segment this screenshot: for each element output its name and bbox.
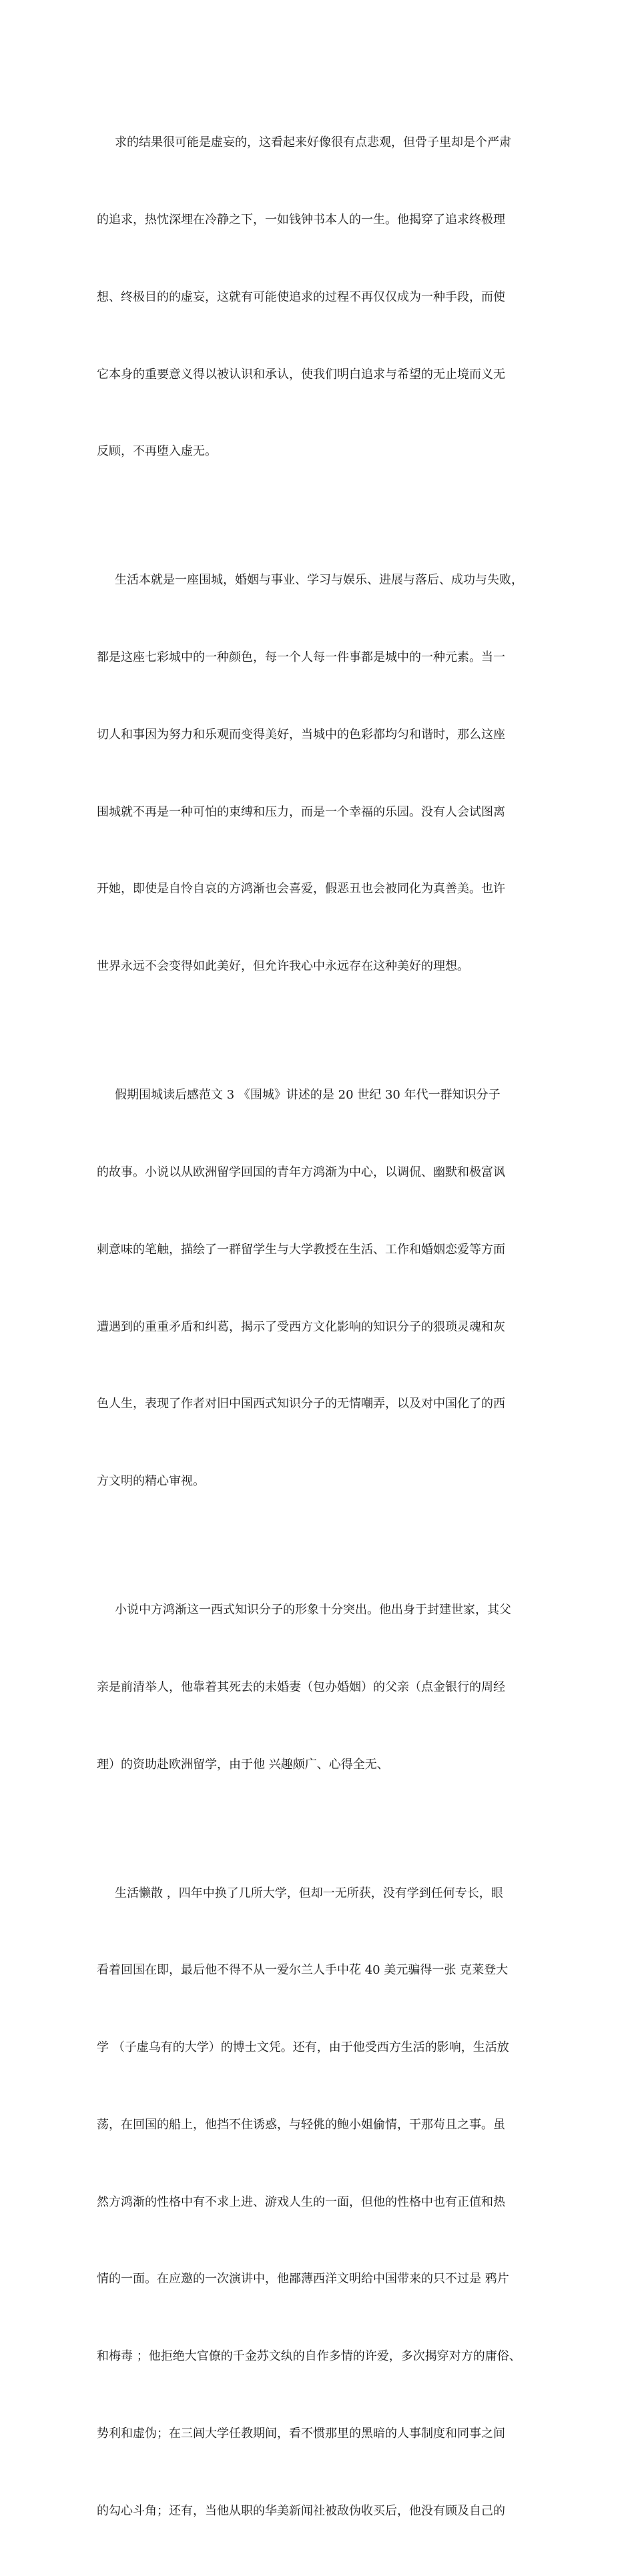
paragraph-5 bbox=[97, 1829, 544, 2575]
text-line: 遭遇到的重重矛盾和纠葛，揭示了受西方文化影响的知识分子的猥琐灵魂和灰 bbox=[97, 1319, 505, 1334]
text-line: 看着回国在即，最后他不得不从一爱尔兰人手中花 40 美元骗得一张 克莱登大 bbox=[97, 1963, 509, 1978]
text-line: 围城就不再是一种可怕的束缚和压力，而是一个幸福的乐园。没有人会试图离 bbox=[97, 804, 505, 819]
text-line: 的故事。小说以从欧洲留学回国的青年方鸿渐为中心，以调侃、幽默和极富讽 bbox=[97, 1165, 505, 1179]
text-line: 学 （子虚乌有的大学）的博士文凭。还有，由于他受西方生活的影响，生活放 bbox=[97, 2040, 509, 2055]
text-line: 假期围城读后感范文 3 《围城》讲述的是 20 世纪 30 年代一群知识分子 bbox=[115, 1088, 501, 1103]
text-line: 势利和虚伪；在三闾大学任教期间，看不惯那里的黑暗的人事制度和同事之间 bbox=[97, 2427, 505, 2441]
text-line: 然方鸿渐的性格中有不求上进、游戏人生的一面，但他的性格中也有正值和热 bbox=[97, 2194, 505, 2209]
text-line: 想、终极目的的虚妄，这就有可能使追求的过程不再仅仅成为一种手段，而使 bbox=[97, 289, 505, 304]
paragraph-4 bbox=[97, 1546, 544, 1830]
text-line: 理）的资助赴欧洲留学，由于他 兴趣颇广、心得全无、 bbox=[97, 1757, 389, 1772]
text-line: 小说中方鸿渐这一西式知识分子的形象十分突出。他出身于封建世家，其父 bbox=[115, 1603, 511, 1618]
text-line: 刺意味的笔触，描绘了一群留学生与大学教授在生活、工作和婚姻恋爱等方面 bbox=[97, 1242, 505, 1257]
text-line: 开她，即使是自怜自哀的方鸿渐也会喜爱，假恶丑也会被同化为真善美。也许 bbox=[97, 882, 505, 896]
text-line: 色人生，表现了作者对旧中国西式知识分子的无情嘲弄，以及对中国化了的西 bbox=[97, 1397, 505, 1411]
text-line: 都是这座七彩城中的一种颜色，每一个人每一件事都是城中的一种元素。当一 bbox=[97, 650, 505, 665]
text-line: 反顾，不再堕入虚无。 bbox=[97, 444, 217, 459]
text-line: 生活懒散 ，四年中换了几所大学，但却一无所获，没有学到任何专长，眼 bbox=[115, 1886, 503, 1900]
paragraph-3 bbox=[97, 1031, 544, 1546]
text-line: 荡，在回国的船上，他挡不住诱惑，与轻佻的鲍小姐偷情，干那苟且之事。虽 bbox=[97, 2117, 505, 2132]
text-line: 情的一面。在应邀的一次演讲中，他鄙薄西洋文明给中国带来的只不过是 鸦片 bbox=[97, 2272, 509, 2287]
text-line: 求的结果很可能是虚妄的，这看起来好像很有点悲观，但骨子里却是个严肃 bbox=[115, 135, 511, 150]
text-line: 生活本就是一座围城，婚姻与事业、学习与娱乐、进展与落后、成功与失败， bbox=[115, 573, 523, 588]
text-line: 方文明的精心审视。 bbox=[97, 1474, 205, 1489]
text-line: 的勾心斗角；还有，当他从职的华美新闻社被敌伪收买后，他没有顾及自己的 bbox=[97, 2503, 505, 2518]
text-line: 亲是前清举人，他靠着其死去的未婚妻（包办婚姻）的父亲（点金银行的周经 bbox=[97, 1680, 505, 1694]
paragraph-1 bbox=[97, 79, 544, 516]
text-line: 的追求，热忱深埋在冷静之下，一如钱钟书本人的一生。他揭穿了追求终极理 bbox=[97, 212, 505, 227]
text-line: 和梅毒 ；他拒绝大官僚的千金苏文纨的自作多情的许爱，多次揭穿对方的庸俗、 bbox=[97, 2349, 521, 2364]
text-line: 世界永远不会变得如此美好，但允许我心中永远存在这种美好的理想。 bbox=[97, 959, 469, 974]
paragraph-2 bbox=[97, 516, 544, 1031]
text-line: 切人和事因为努力和乐观而变得美好，当城中的色彩都均匀和谐时，那么这座 bbox=[97, 727, 505, 742]
document-body bbox=[97, 79, 544, 2576]
text-line: 它本身的重要意义得以被认识和承认，使我们明白追求与希望的无止境而义无 bbox=[97, 367, 505, 382]
